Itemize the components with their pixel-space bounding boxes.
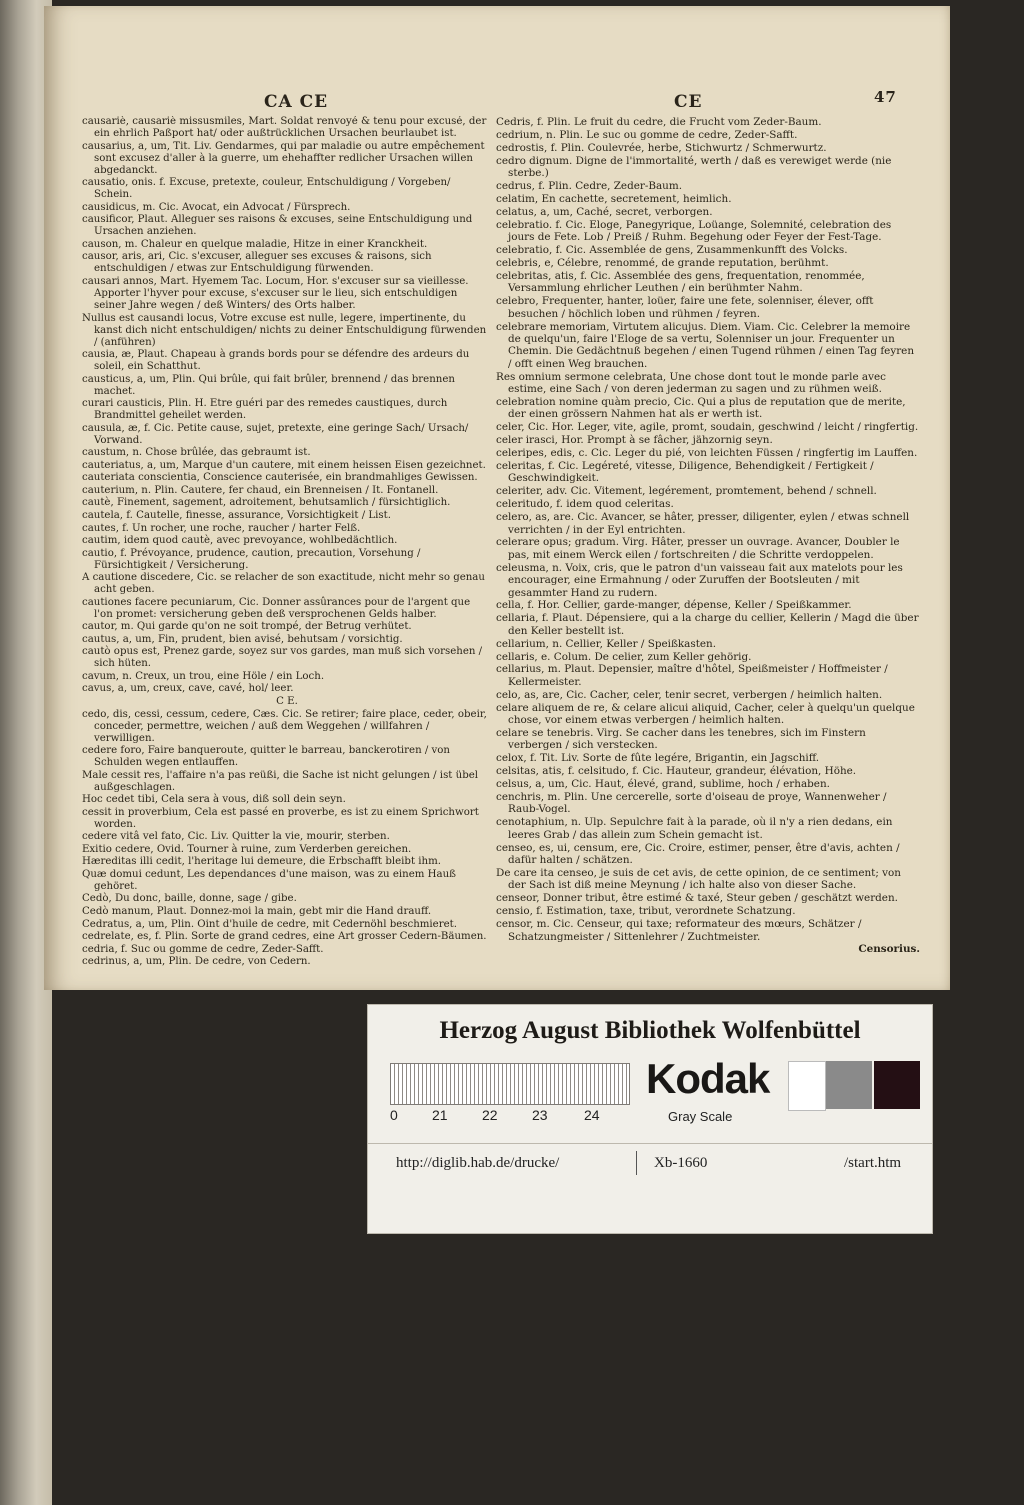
dictionary-entry: causarius, a, um, Tit. Liv. Gendarmes, qui par maladie ou autre empêchement sont excusez d'aller à la guerre, um ehehaffter redlicher Ursachen willen abgedanckt. <box>82 140 485 176</box>
header-left: CA CE <box>264 92 329 112</box>
dictionary-entry: celebritas, atis, f. Cic. Assemblée des gens, frequentation, renommée, Versammlung ehrlicher Leuthen / ein berühmter Nahm. <box>496 269 865 295</box>
dictionary-entry: Cedò manum, Plaut. Donnez-moi la main, gebt mir die Hand drauff. <box>82 906 432 917</box>
dictionary-entry: Nullus est causandi locus, Votre excuse est nulle, legere, impertinente, du kanst dich nicht entschuldigen/ nichts zu deiner Entschuldigung fürwenden / (anführen) <box>82 312 487 348</box>
dictionary-entry: C E. <box>276 695 298 707</box>
dictionary-entry: cedrus, f. Plin. Cedre, Zeder-Baum. <box>496 180 683 193</box>
dictionary-entry: celeritudo, f. idem quod celeritas. <box>496 498 674 511</box>
dictionary-entry: Cedris, f. Plin. Le fruit du cedre, die Frucht vom Zeder-Baum. <box>496 116 822 128</box>
dictionary-entry: causia, æ, Plaut. Chapeau à grands bords pour se défendre des ardeurs du soleil, ein Schatthut. <box>82 349 470 373</box>
dictionary-entry: causon, m. Chaleur en quelque maladie, Hitze in einer Kranckheit. <box>82 238 428 250</box>
black-swatch <box>874 1061 920 1109</box>
dictionary-entry: celebro, Frequenter, hanter, loüer, faire une fete, solenniser, élever, offt besuchen / höchlich loben und rühmen / feyren. <box>496 295 874 320</box>
dictionary-entry: celeritas, f. Cic. Legéreté, vitesse, Diligence, Behendigkeit / Fertigkeit / Geschwindigkeit. <box>496 459 874 485</box>
dictionary-entry: celebris, e, Célebre, renommé, de grande reputation, berühmt. <box>496 256 829 269</box>
dictionary-entry: celebrare memoriam, Virtutem alicujus. Diem. Viam. Cic. Celebrer la memoire de quelqu'un, faire l'Eloge de sa vertu, Solenniser un jour. Frequenter un Chemin. Die Gedächtnuß begehen / einen Tugend rühmen / einen Tag feyren / offt einen Weg brauchen. <box>496 320 915 370</box>
dictionary-entry: cenchris, m. Plin. Une cercerelle, sorte d'oiseau de proye, Wannenweher / Raub-Vogel. <box>496 791 887 816</box>
dictionary-entry: causificor, Plaut. Alleguer ses raisons & excuses, seine Entschuldigung und Ursachen anziehen. <box>82 214 473 238</box>
dictionary-entry: A cautione discedere, Cic. se relacher de son exactitude, nicht mehr so genau acht geben. <box>82 572 485 596</box>
dictionary-entry: causticus, a, um, Plin. Qui brûle, qui fait brûler, brennend / das brennen machet. <box>82 373 455 397</box>
left-column <box>82 116 492 986</box>
dictionary-entry: causari annos, Mart. Hyemem Tac. Locum, Hor. s'excuser sur sa vieillesse. Apporter l'hyver pour excuse, s'excuser sur le lieu, sich entschuldigen seiner Jahre wegen / deß Winters/ des Orts halber. <box>82 275 469 311</box>
dictionary-entry: causariè, causariè missusmiles, Mart. Soldat renvoyé & tenu pour excusé, der ein ehrlich Paßport hat/ oder außtrücklichen Ursachen beurlaubet ist. <box>82 116 487 140</box>
dictionary-entry: celerare opus; gradum. Virg. Hâter, presser un ouvrage. Avancer, Doubler le pas, mit einem Werck eilen / fortschreiten / die Schritte verdoppelen. <box>496 536 900 561</box>
gray-swatch <box>826 1061 872 1109</box>
dictionary-entry: cautiones facere pecuniarum, Cic. Donner assûrances pour de l'argent que l'on promet: versicherung geben deß versprochenen Gelds halber. <box>82 596 471 620</box>
dictionary-entry: curari causticis, Plin. H. Etre guéri par des remedes caustiques, durch Brandmittel geheilet werden. <box>82 398 448 422</box>
dictionary-entry: cenotaphium, n. Ulp. Sepulchre fait à la parade, où il n'y a rien dedans, ein leeres Grab / das allein zum Schein gemacht ist. <box>496 816 893 841</box>
dictionary-entry: cautela, f. Cautelle, finesse, assurance, Vorsichtigkeit / List. <box>82 510 391 521</box>
scale-number: 22 <box>482 1107 498 1123</box>
dictionary-entry: caustum, n. Chose brûlée, das gebraumt ist. <box>82 447 311 459</box>
white-swatch <box>788 1061 826 1111</box>
dictionary-entry: cellarium, n. Cellier, Keller / Speißkasten. <box>496 637 717 650</box>
dictionary-entry: celsus, a, um, Cic. Haut, élevé, grand, sublime, hoch / erhaben. <box>496 778 830 791</box>
dictionary-entry: cauteriatus, a, um, Marque d'un cautere, mit einem heissen Eisen gezeichnet. <box>82 459 486 471</box>
dictionary-entry: cautes, f. Un rocher, une roche, raucher / harter Felß. <box>82 522 361 534</box>
dictionary-entry: cautio, f. Prévoyance, prudence, caution, precaution, Vorsehung / Fürsichtigkeit / Versicherung. <box>82 547 421 571</box>
dictionary-entry: cella, f. Hor. Cellier, garde-manger, dépense, Keller / Speißkammer. <box>496 599 852 612</box>
dictionary-entry: De care ita censeo, je suis de cet avis, de cette opinion, de ce sentiment; von der Sach ist diß meine Meynung / ich halte also von dieser Sache. <box>496 866 901 892</box>
scale-ruler <box>390 1063 630 1105</box>
dictionary-entry: cedrostis, f. Plin. Coulevrée, herbe, Stichwurtz / Schmerwurtz. <box>496 141 827 154</box>
dictionary-entry: causula, æ, f. Cic. Petite cause, sujet, pretexte, eine geringe Sach/ Ursach/ Vorwand. <box>82 422 469 446</box>
dictionary-entry: cautò opus est, Prenez garde, soyez sur vos gardes, man muß sich vorsehen / sich hüten. <box>82 646 483 670</box>
dictionary-entry: cellarius, m. Plaut. Depensier, maître d'hôtel, Speißmeister / Hoffmeister / Kellermeister. <box>496 663 888 688</box>
dictionary-entry: censor, m. Cic. Censeur, qui taxe; reformateur des mœurs, Schätzer / Schatzungmeister / Sittenlehrer / Zuchtmeister. <box>496 918 862 943</box>
dictionary-page <box>44 6 950 990</box>
dictionary-entry: cauterium, n. Plin. Cautere, fer chaud, ein Brenneisen / It. Fontanell. <box>82 484 439 496</box>
dictionary-entry: cedere foro, Faire banqueroute, quitter le barreau, banckerotiren / von Schulden wegen entlauffen. <box>82 745 450 769</box>
dictionary-entry: cautus, a, um, Fin, prudent, bien avisé, behutsam / vorsichtig. <box>82 633 403 645</box>
dictionary-entry: cellaria, f. Plaut. Dépensiere, qui a la charge du cellier, Kellerin / Magd die über den Keller bestellt ist. <box>496 612 919 637</box>
dictionary-entry: cedrinus, a, um, Plin. De cedre, von Cedern. <box>82 956 311 968</box>
shelfmark: Xb-1660 <box>654 1155 708 1171</box>
dictionary-entry: Cedò, Du donc, baille, donne, sage / gibe. <box>82 893 297 905</box>
scale-number: 0 <box>390 1107 398 1123</box>
dictionary-entry: celare se tenebris. Virg. Se cacher dans les tenebres, sich im Finstern verbergen / sich verstecken. <box>496 727 866 752</box>
dictionary-entry: Censorius. <box>858 943 920 956</box>
right-column <box>496 116 920 986</box>
bar-divider <box>368 1143 932 1144</box>
footer-divider <box>636 1151 637 1175</box>
dictionary-entry: Exitio cedere, Ovid. Tourner à ruine, zum Verderben gereichen. <box>82 843 412 855</box>
dictionary-entry: cautè, Finement, sagement, adroitement, behutsamlich / fürsichtiglich. <box>82 497 451 509</box>
gray-scale-label: Gray Scale <box>668 1109 733 1124</box>
dictionary-entry: cautim, idem quod cautè, avec prevoyance, wohlbedächtlich. <box>82 535 398 547</box>
library-target-bar <box>367 1004 933 1234</box>
dictionary-entry: Res omnium sermone celebrata, Une chose dont tout le monde parle avec estime, eine Sach / von deren jederman zu sagen und zu rühmen weiß. <box>496 370 886 396</box>
dictionary-entry: celsitas, atis, f. celsitudo, f. Cic. Hauteur, grandeur, élévation, Höhe. <box>496 765 857 778</box>
library-title: Herzog August Bibliothek Wolfenbüttel <box>439 1017 861 1044</box>
dictionary-entry: celebratio. f. Cic. Eloge, Panegyrique, Loüange, Solemnité, celebration des jours de Fete. Lob / Preiß / Ruhm. Begehung oder Feyer der Fest-Tage. <box>496 218 892 244</box>
dictionary-entry: celeusma, n. Voix, cris, que le patron d'un vaisseau fait aux matelots pour les encourager, eine Ermahnung / oder Zuruffen der Bootsleuten / mit gesammter Hand zu rudern. <box>496 561 903 599</box>
dictionary-entry: cedrelate, es, f. Plin. Sorte de grand cedres, eine Art grosser Cedern-Bäumen. <box>82 931 487 943</box>
scale-numbers <box>390 1107 628 1123</box>
dictionary-entry: celebratio, f. Cic. Assemblée de gens, Zusammenkunfft des Volcks. <box>496 244 848 257</box>
dictionary-entry: cedo, dis, cessi, cessum, cedere, Cæs. Cic. Se retirer; faire place, ceder, obeir, conceder, permettre, weichen / auß dem Weggehen / willfahren / verwilligen. <box>82 708 487 744</box>
dictionary-entry: cautor, m. Qui garde qu'on ne soit trompé, der Betrug verhütet. <box>82 621 412 633</box>
dictionary-entry: celeriter, adv. Cic. Vitement, legérement, promtement, behend / schnell. <box>496 485 877 498</box>
dictionary-entry: Male cessit res, l'affaire n'a pas reüßi, die Sache ist nicht gelungen / ist übel außgeschlagen. <box>82 769 478 793</box>
dictionary-entry: Hoc cedet tibi, Cela sera à vous, diß soll dein seyn. <box>82 794 346 806</box>
scale-number: 21 <box>432 1107 448 1123</box>
header-right: CE <box>674 92 703 112</box>
dictionary-entry: celer, Cic. Hor. Leger, vite, agile, promt, soudain, geschwind / leicht / ringfertig. <box>496 421 919 434</box>
dictionary-entry: Cedratus, a, um, Plin. Oint d'huile de cedre, mit Cedernöhl beschmieret. <box>82 918 457 930</box>
dictionary-entry: censeo, es, ui, censum, ere, Cic. Croire, estimer, penser, être d'avis, achten / dafür halten / schätzen. <box>496 841 900 867</box>
dictionary-entry: celatim, En cachette, secretement, heimlich. <box>496 192 732 205</box>
dictionary-entry: celatus, a, um, Caché, secret, verborgen. <box>496 205 713 218</box>
dictionary-entry: cedere vitâ vel fato, Cic. Liv. Quitter la vie, mourir, sterben. <box>82 831 390 843</box>
dictionary-entry: cessit in proverbium, Cela est passé en proverbe, es ist zu einem Sprichwort worden. <box>82 806 479 830</box>
dictionary-entry: cellaris, e. Colum. De celier, zum Keller gehörig. <box>496 650 752 663</box>
dictionary-entry: celebration nomine quàm precio, Cic. Qui a plus de reputation que de merite, der einen grössern Nahmen hat als er werth ist. <box>496 395 906 421</box>
dictionary-entry: cauteriata conscientia, Conscience cauterisée, ein brandmahliges Gewissen. <box>82 472 478 484</box>
kodak-logo: Kodak <box>646 1055 770 1102</box>
dictionary-entry: cavus, a, um, creux, cave, cavé, hol/ leer. <box>82 683 294 695</box>
dictionary-entry: celer irasci, Hor. Prompt à se fâcher, jähzornig seyn. <box>496 434 773 447</box>
page-number: 47 <box>874 88 897 106</box>
start-link: /start.htm <box>844 1155 902 1171</box>
dictionary-entry: celeripes, edis, c. Cic. Leger du pié, von leichten Füssen / ringfertig im Lauffen. <box>496 447 918 460</box>
scale-number: 23 <box>532 1107 548 1123</box>
dictionary-entry: censeor, Donner tribut, être estimé & taxé, Steur geben / geschätzt werden. <box>496 892 898 905</box>
dictionary-entry: celo, as, are, Cic. Cacher, celer, tenir secret, verbergen / heimlich halten. <box>496 688 883 701</box>
dictionary-entry: censio, f. Estimation, taxe, tribut, verordnete Schatzung. <box>496 905 796 918</box>
dictionary-entry: celero, as, are. Cic. Avancer, se hâter, presser, diligenter, eylen / etwas schnell verrichten / in der Eyl entrichten. <box>496 511 910 536</box>
library-url: http://diglib.hab.de/drucke/ <box>396 1155 560 1171</box>
dictionary-entry: cavum, n. Creux, un trou, eine Höle / ein Loch. <box>82 670 325 682</box>
dictionary-entry: cedria, f. Suc ou gomme de cedre, Zeder-Safft. <box>82 943 324 955</box>
dictionary-entry: Hæreditas illi cedit, l'heritage lui demeure, die Erbschafft bleibt ihm. <box>82 856 442 868</box>
dictionary-entry: celox, f. Tit. Liv. Sorte de fûte legére, Brigantin, ein Jagschiff. <box>496 752 820 765</box>
dictionary-entry: causatio, onis. f. Excuse, pretexte, couleur, Entschuldigung / Vorgeben/ Schein. <box>82 177 451 201</box>
dictionary-entry: cedrium, n. Plin. Le suc ou gomme de cedre, Zeder-Safft. <box>496 128 798 141</box>
dictionary-entry: celare aliquem de re, & celare alicui aliquid, Cacher, celer à quelqu'un quelque chose, vor einem etwas verbergen / heimlich halten. <box>496 701 915 727</box>
dictionary-entry: causidicus, m. Cic. Avocat, ein Advocat / Fürsprech. <box>82 201 351 213</box>
scale-number: 24 <box>584 1107 600 1123</box>
dictionary-entry: cedro dignum. Digne de l'immortalité, werth / daß es verewiget werde (nie sterbe.) <box>496 154 892 180</box>
dictionary-entry: causor, aris, ari, Cic. s'excuser, alleguer ses excuses & raisons, sich entschuldigen / etwas zur Entschuldigung fürwenden. <box>82 251 432 275</box>
dictionary-entry: Quæ domui cedunt, Les dependances d'une maison, was zu einem Hauß gehöret. <box>82 868 456 892</box>
